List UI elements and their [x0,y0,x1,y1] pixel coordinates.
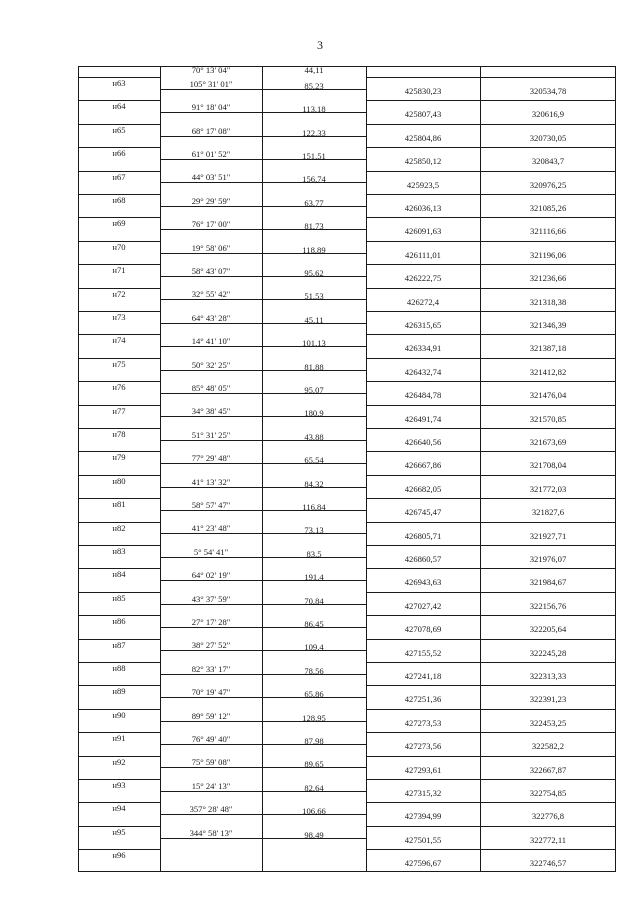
table-row-line [366,732,616,733]
point-label: н85 [112,592,126,603]
point-x-coordinate: 426640,56 [404,437,442,447]
segment-angle: 64° 43' 28" [191,312,231,323]
point-y-coordinate: 322453,25 [529,717,567,728]
table-row-line [366,428,616,429]
segment-angle: 85° 48' 05" [191,382,231,393]
segment-distance: 70,84 [304,595,324,606]
point-y-coordinate: 322582,2 [531,741,565,752]
point-x-coordinate: 426222,75 [404,273,442,284]
point-label: н91 [112,733,126,744]
point-x-coordinate: 427596,67 [404,858,442,869]
coordinates-table [78,66,616,872]
segment-distance: 95,07 [304,384,324,395]
point-y-coordinate: 321346,39 [529,320,567,330]
point-y-coordinate: 321196,06 [529,249,567,260]
point-label: н82 [112,522,126,533]
segment-distance: 73,13 [304,525,324,536]
segment-distance: 106,66 [302,806,326,817]
table-row-line [366,194,616,195]
segment-angle: 357° 28' 48" [189,804,233,815]
segment-angle: 61° 01' 52" [191,148,231,159]
point-y-coordinate: 321387,18 [529,343,567,354]
table-row-line [366,826,616,827]
point-y-coordinate: 320976,25 [529,179,567,190]
table-row-line [366,756,616,757]
point-x-coordinate: 427293,61 [404,764,442,775]
segment-distance: 63,77 [304,197,324,208]
segment-angle: 34° 38' 45" [191,406,231,417]
segment-distance: 118,89 [302,244,326,255]
segment-distance: 98,49 [304,829,324,840]
table-row-line [366,592,616,593]
point-label: н88 [112,663,126,673]
point-label: н69 [112,218,126,229]
point-x-coordinate: 426484,78 [404,390,442,401]
segment-distance: 180,9 [304,408,324,419]
point-x-coordinate: 426111,01 [405,249,441,260]
point-y-coordinate: 321476,04 [529,390,567,401]
point-x-coordinate: 427241,18 [404,671,442,681]
point-label: н64 [112,101,126,112]
table-row-line [366,498,616,499]
segment-angle: 50° 32' 25" [191,359,231,370]
point-label: н83 [112,546,126,556]
segment-distance: 191,4 [304,572,324,583]
page-number: 3 [317,38,323,52]
point-label: н92 [112,756,126,767]
point-x-coordinate: 426491,74 [404,413,442,424]
table-row-line [366,779,616,780]
point-label: н90 [112,709,126,720]
table-row-line [78,871,616,872]
point-x-coordinate: 427273,56 [404,741,442,752]
table-row-line [366,545,616,546]
point-y-coordinate: 322772,11 [529,834,567,845]
segment-angle: 89° 59' 12" [191,710,231,721]
segment-angle: 27° 17' 28" [191,616,231,627]
point-x-coordinate: 425804,86 [404,132,442,143]
table-row-line [366,662,616,663]
point-x-coordinate: 426334,91 [404,343,442,354]
point-label: н78 [112,429,126,439]
point-x-coordinate: 426432,74 [404,366,442,377]
point-label: н76 [112,382,126,393]
table-column-line [78,66,79,872]
segment-angle: 64° 02' 19" [191,570,231,581]
point-label: н86 [112,616,126,627]
segment-distance: 151,51 [302,150,326,161]
point-x-coordinate: 425850,12 [404,156,442,167]
point-label: н63 [112,78,126,88]
segment-distance: 45,11 [304,314,324,325]
segment-distance: 84,32 [304,478,324,489]
point-y-coordinate: 321412,82 [529,366,567,377]
point-y-coordinate: 320534,78 [529,86,567,96]
table-row-line [366,615,616,616]
point-label: н71 [112,265,126,276]
point-label: н93 [112,780,126,790]
point-y-coordinate: 321827,6 [531,507,565,518]
point-label: н89 [112,686,126,697]
point-x-coordinate: 426091,63 [404,226,442,237]
segment-angle: 76° 49' 40" [191,733,231,744]
point-label: н75 [112,358,126,369]
point-label: н96 [112,850,126,861]
segment-angle: 14° 41' 10" [191,336,231,347]
table-row-line [366,849,616,850]
point-label: н84 [112,569,126,580]
point-x-coordinate: 427251,36 [404,694,442,705]
point-x-coordinate: 426667,86 [404,460,442,471]
segment-distance: 81,88 [304,361,324,372]
point-x-coordinate: 427394,99 [404,811,442,822]
table-column-line [160,66,161,872]
table-column-line [262,66,263,872]
point-y-coordinate: 320616,9 [531,109,565,120]
point-y-coordinate: 321116,66 [530,226,566,237]
table-row-line [366,405,616,406]
point-y-coordinate: 322313,33 [529,671,567,681]
segment-angle: 344° 58' 13" [189,827,233,838]
segment-distance: 78,56 [304,665,324,676]
segment-angle: 38° 27' 52" [191,640,231,651]
table-row-line [366,288,616,289]
point-x-coordinate: 427155,52 [404,647,442,658]
point-y-coordinate: 322245,28 [529,647,567,658]
point-label: н72 [112,288,126,299]
point-label: н67 [112,171,126,182]
segment-angle: 5° 54' 41" [193,546,229,557]
table-row-line [366,568,616,569]
segment-distance: 95,62 [304,267,324,278]
segment-angle: 75° 59' 08" [191,757,231,768]
point-y-coordinate: 321927,71 [529,530,567,541]
point-y-coordinate: 322391,23 [529,694,567,705]
segment-angle: 77° 29' 48" [191,453,231,464]
point-x-coordinate: 426036,13 [404,203,442,213]
table-row-line [366,171,616,172]
table-row-line [366,147,616,148]
point-label: н73 [112,312,126,322]
segment-angle: 82° 33' 17" [191,663,231,674]
table-row-line [366,124,616,125]
segment-angle: 44° 03' 51" [191,172,231,183]
table-row-line [366,264,616,265]
point-label: н70 [112,241,126,252]
point-y-coordinate: 320730,05 [529,132,567,143]
segment-angle: 105° 31' 01" [189,78,233,89]
segment-distance: 81,73 [304,221,324,232]
segment-angle: 91° 18' 04" [191,102,231,113]
point-label: н74 [112,335,126,346]
point-x-coordinate: 426315,65 [404,320,442,330]
segment-angle: 70° 13' 04" [191,65,231,75]
table-row-line [366,217,616,218]
point-label: н95 [112,826,126,837]
point-y-coordinate: 321984,67 [529,577,567,588]
segment-angle: 32° 55' 42" [191,289,231,300]
point-x-coordinate: 426682,05 [404,483,442,494]
point-label: н87 [112,639,126,650]
point-y-coordinate: 321570,85 [529,413,567,424]
point-label: н77 [112,405,126,416]
table-row-line [366,334,616,335]
point-y-coordinate: 321318,38 [529,296,567,307]
segment-angle: 15° 24' 13" [191,780,231,791]
segment-distance: 128,95 [302,712,326,723]
segment-distance: 43,88 [304,431,324,442]
table-row-line [366,311,616,312]
segment-angle: 58° 43' 07" [191,265,231,276]
segment-distance: 83,5 [306,548,322,559]
segment-distance: 101,13 [302,338,326,349]
table-row-line [366,709,616,710]
point-x-coordinate: 425923,5 [406,179,440,190]
point-label: н68 [112,195,126,205]
point-y-coordinate: 322776,8 [531,811,565,822]
table-row-line [366,77,616,78]
point-y-coordinate: 322156,76 [529,600,567,611]
table-row-line [366,802,616,803]
segment-distance: 65,86 [304,689,324,700]
point-label: н94 [112,803,126,814]
point-y-coordinate: 321976,07 [529,554,567,564]
segment-distance: 109,4 [304,642,324,653]
segment-angle: 19° 58' 06" [191,242,231,253]
segment-angle: 41° 13' 32" [191,476,231,487]
point-y-coordinate: 322746,57 [529,858,567,869]
table-row-line [366,522,616,523]
point-x-coordinate: 426860,57 [404,554,442,564]
point-x-coordinate: 426805,71 [404,530,442,541]
segment-distance: 44,11 [304,65,324,75]
segment-angle: 76° 17' 00" [191,219,231,230]
segment-angle: 51° 31' 25" [191,429,231,440]
point-x-coordinate: 426272,4 [406,296,440,307]
segment-distance: 51,53 [304,291,324,302]
point-y-coordinate: 321673,69 [529,437,567,447]
segment-distance: 113,18 [302,104,326,115]
table-row-line [366,241,616,242]
point-y-coordinate: 321236,66 [529,273,567,284]
point-y-coordinate: 320843,7 [531,156,565,167]
segment-distance: 85,23 [304,80,324,91]
table-row-line [366,451,616,452]
point-x-coordinate: 426943,63 [404,577,442,588]
point-y-coordinate: 322667,87 [529,764,567,775]
point-label: н81 [112,499,126,510]
table-row-line [366,358,616,359]
table-row-line [366,685,616,686]
segment-distance: 122,33 [302,127,326,138]
point-label: н65 [112,124,126,135]
table-row-line [366,100,616,101]
point-x-coordinate: 427315,32 [404,788,442,798]
segment-distance: 82,64 [304,782,324,793]
segment-angle: 29° 29' 59" [191,195,231,206]
point-y-coordinate: 321708,04 [529,460,567,471]
point-x-coordinate: 427027,42 [404,600,442,611]
segment-distance: 116,84 [302,501,326,512]
point-x-coordinate: 426745,47 [404,507,442,518]
segment-distance: 86,45 [304,618,324,629]
segment-distance: 89,65 [304,759,324,770]
point-y-coordinate: 322205,64 [529,624,567,635]
point-label: н79 [112,452,126,463]
point-label: н66 [112,148,126,159]
segment-distance: 156,74 [302,174,326,185]
point-y-coordinate: 321085,26 [529,203,567,213]
point-y-coordinate: 322754,85 [529,788,567,798]
point-y-coordinate: 321772,03 [529,483,567,494]
segment-angle: 43° 37' 59" [191,593,231,604]
table-row-line [366,381,616,382]
segment-angle: 70° 19' 47" [191,687,231,698]
segment-distance: 65,54 [304,455,324,466]
segment-distance: 87,98 [304,735,324,746]
point-x-coordinate: 427078,69 [404,624,442,635]
point-x-coordinate: 427501,55 [404,834,442,845]
segment-angle: 58° 57' 47" [191,499,231,510]
point-x-coordinate: 427273,53 [404,717,442,728]
point-label: н80 [112,475,126,486]
segment-angle: 41° 23' 48" [191,523,231,534]
table-row-line [366,475,616,476]
point-x-coordinate: 425830,23 [404,86,442,96]
point-x-coordinate: 425807,43 [404,109,442,120]
segment-angle: 68° 17' 08" [191,125,231,136]
table-row-line [366,639,616,640]
